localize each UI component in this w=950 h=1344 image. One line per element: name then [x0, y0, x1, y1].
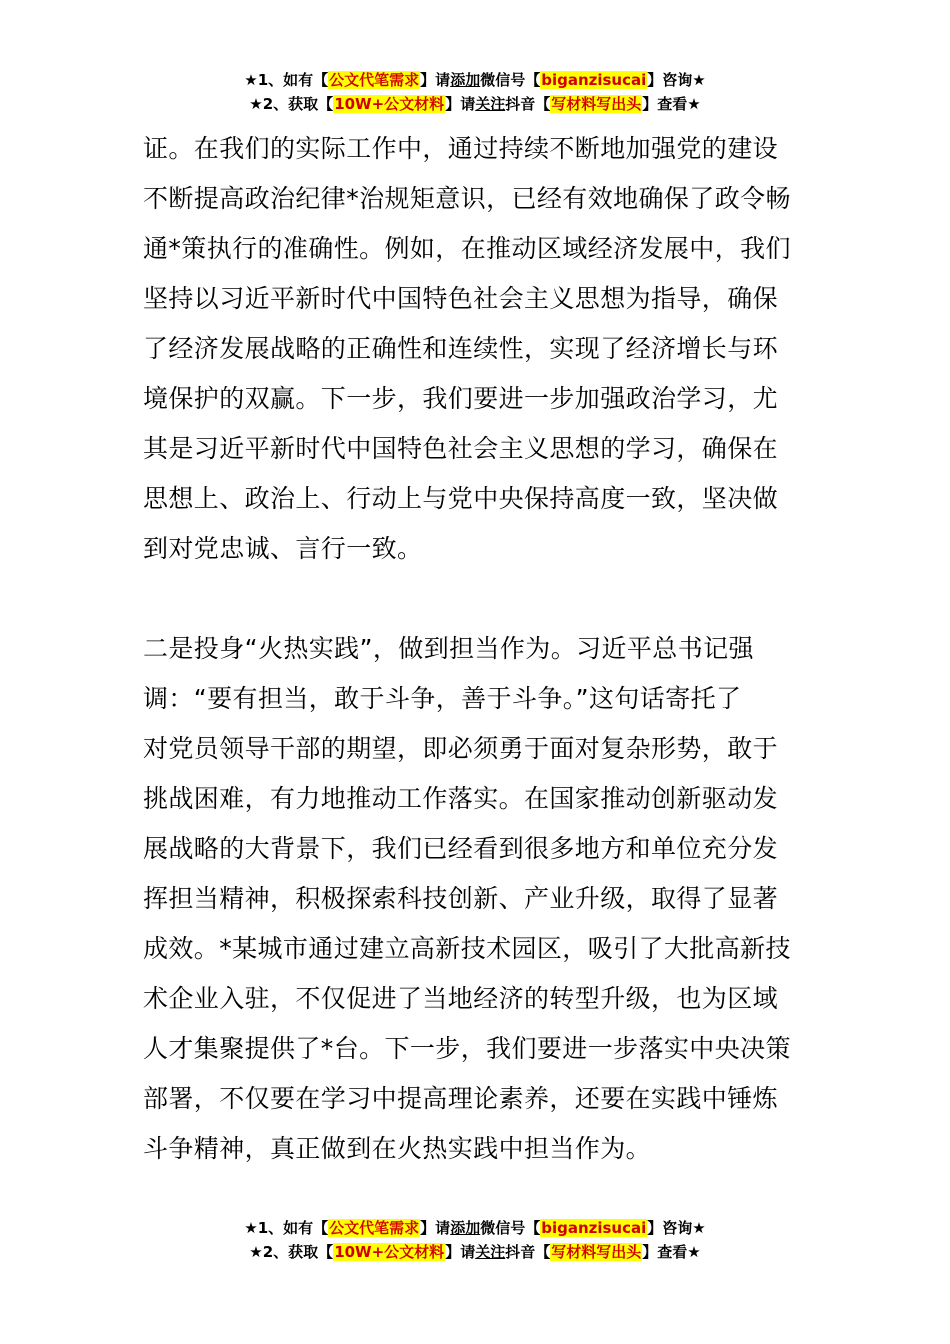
text-line: 对党员领导干部的期望，即必须勇于面对复杂形势，敢于	[143, 734, 779, 763]
banner-underline: 添加	[450, 71, 481, 89]
paragraph-2	[143, 624, 813, 1174]
document-body	[143, 124, 813, 1174]
text-line: 展战略的大背景下，我们已经看到很多地方和单位充分发	[143, 834, 779, 863]
banner-highlight: 公文代笔需求	[329, 1219, 420, 1237]
text-line: 不断提高政治纪律*治规矩意识，已经有效地确保了政令畅	[143, 184, 791, 213]
banner-highlight: biganzisucai	[541, 71, 647, 89]
banner-underline: 关注	[475, 1243, 506, 1261]
text-line: 思想上、政治上、行动上与党中央保持高度一致，坚决做	[143, 484, 779, 513]
text-line: 境保护的双赢。下一步，我们要进一步加强政治学习，尤	[143, 384, 779, 413]
text-line: 其是习近平新时代中国特色社会主义思想的学习，确保在	[143, 434, 779, 463]
footer-banner	[0, 1216, 950, 1264]
banner-underline: 添加	[450, 1219, 481, 1237]
text-line: 挑战困难，有力地推动工作落实。在国家推动创新驱动发	[143, 784, 779, 813]
text-line: 部署，不仅要在学习中提高理论素养，还要在实践中锤炼	[143, 1084, 779, 1113]
header-banner	[0, 68, 950, 116]
paragraph-gap	[143, 574, 813, 624]
text-line: 到对党忠诚、言行一致。	[143, 534, 423, 563]
banner-highlight: biganzisucai	[541, 1219, 647, 1237]
banner-highlight: 写材料写出头	[551, 95, 642, 113]
banner-underline: 关注	[475, 95, 506, 113]
text-line: 挥担当精神，积极探索科技创新、产业升级，取得了显著	[143, 884, 779, 913]
banner-highlight: 写材料写出头	[551, 1243, 642, 1261]
text-line: 斗争精神，真正做到在火热实践中担当作为。	[143, 1134, 652, 1163]
paragraph-1	[143, 124, 813, 574]
text-line: 人才集聚提供了*台。下一步，我们要进一步落实中央决策	[143, 1034, 791, 1063]
banner-highlight: 10W+公文材料	[334, 95, 445, 113]
text-line: 调：“要有担当，敢于斗争，善于斗争。”这句话寄托了	[143, 684, 742, 713]
banner-line-2: ★2、获取【10W+公文材料】请关注抖音【写材料写出头】查看★	[249, 95, 701, 113]
text-line: 了经济发展战略的正确性和连续性，实现了经济增长与环	[143, 334, 779, 363]
banner-line-1: ★1、如有【公文代笔需求】请添加微信号【biganzisucai】咨询★	[244, 1219, 706, 1237]
text-line: 成效。*某城市通过建立高新技术园区，吸引了大批高新技	[143, 934, 791, 963]
text-line: 术企业入驻，不仅促进了当地经济的转型升级，也为区域	[143, 984, 779, 1013]
text-line: 通*策执行的准确性。例如，在推动区域经济发展中，我们	[143, 234, 791, 263]
banner-highlight: 10W+公文材料	[334, 1243, 445, 1261]
banner-line-1: ★1、如有【公文代笔需求】请添加微信号【biganzisucai】咨询★	[244, 71, 706, 89]
text-line: 二是投身“火热实践”，做到担当作为。习近平总书记强	[143, 634, 754, 663]
text-line: 证。在我们的实际工作中，通过持续不断地加强党的建设	[143, 134, 779, 163]
banner-highlight: 公文代笔需求	[329, 71, 420, 89]
banner-line-2: ★2、获取【10W+公文材料】请关注抖音【写材料写出头】查看★	[249, 1243, 701, 1261]
text-line: 坚持以习近平新时代中国特色社会主义思想为指导，确保	[143, 284, 779, 313]
